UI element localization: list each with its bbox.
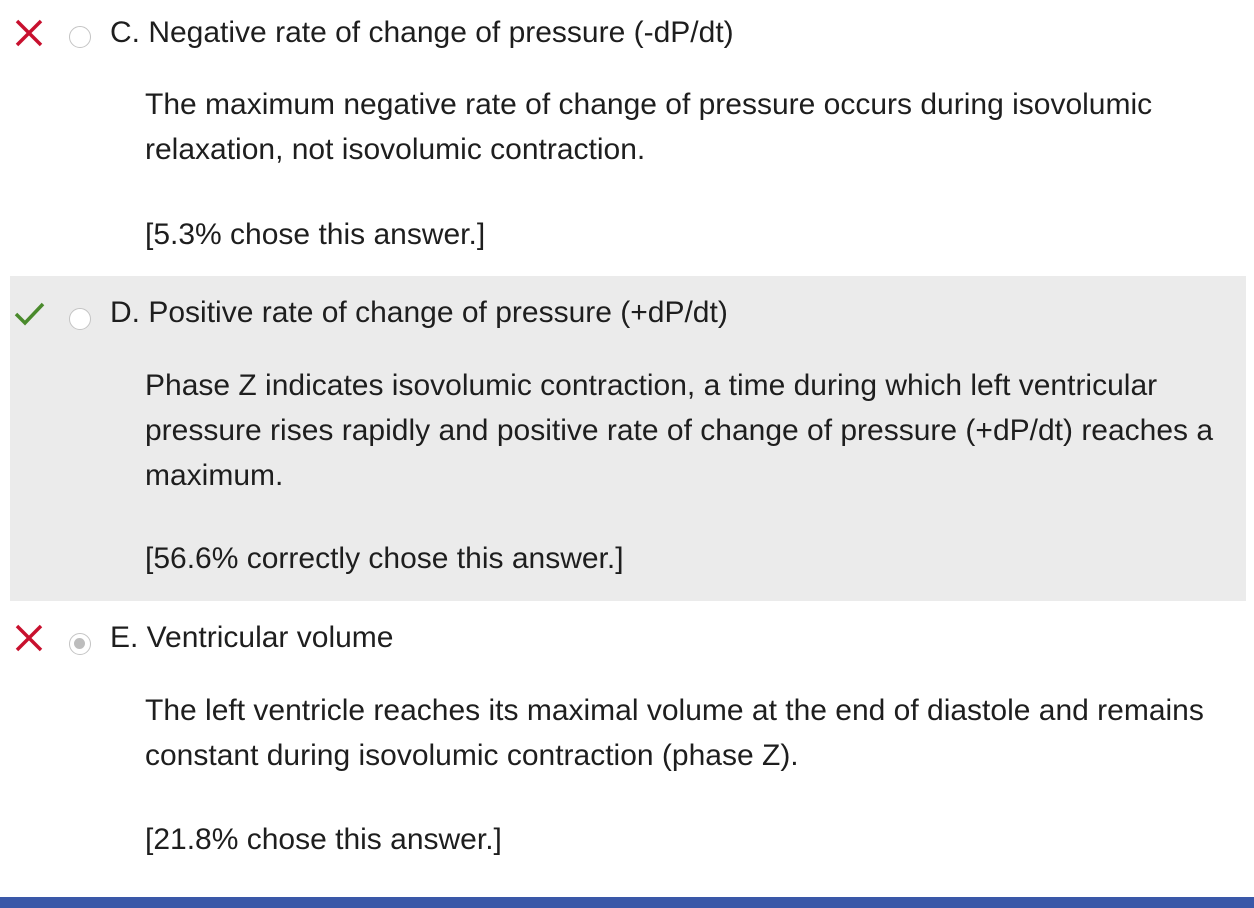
x-mark-icon — [12, 16, 46, 50]
option-e-explanation: The left ventricle reaches its maximal volume at the end of diastole and remains constant during isovolumic contraction (phase Z). — [145, 694, 1204, 772]
option-d-percent-stat: [56.6% correctly chose this answer.] — [145, 542, 624, 575]
bottom-divider-bar — [0, 897, 1254, 908]
option-e-label: E. Ventricular volume — [110, 621, 394, 654]
x-mark-icon — [12, 621, 46, 655]
answer-option-c — [10, 0, 1246, 276]
answer-option-e — [10, 601, 1246, 891]
answer-option-d — [10, 276, 1246, 601]
option-c-label: C. Negative rate of change of pressure (-dP/dt) — [110, 16, 734, 49]
option-e-percent-stat: [21.8% chose this answer.] — [145, 823, 502, 856]
checkmark-icon — [12, 296, 46, 330]
radio-option-c[interactable] — [69, 26, 91, 48]
option-c-percent-stat: [5.3% chose this answer.] — [145, 218, 486, 251]
option-d-label: D. Positive rate of change of pressure (+dP/dt) — [110, 296, 728, 329]
radio-option-e[interactable] — [69, 633, 91, 655]
option-c-explanation: The maximum negative rate of change of pressure occurs during isovolumic relaxation, not isovolumic contraction. — [145, 88, 1153, 166]
radio-option-d[interactable] — [69, 308, 91, 330]
option-d-explanation: Phase Z indicates isovolumic contraction, a time during which left ventricular pressure rises rapidly and positive rate of change of pressure (+dP/dt) reaches a maximum. — [145, 369, 1214, 492]
